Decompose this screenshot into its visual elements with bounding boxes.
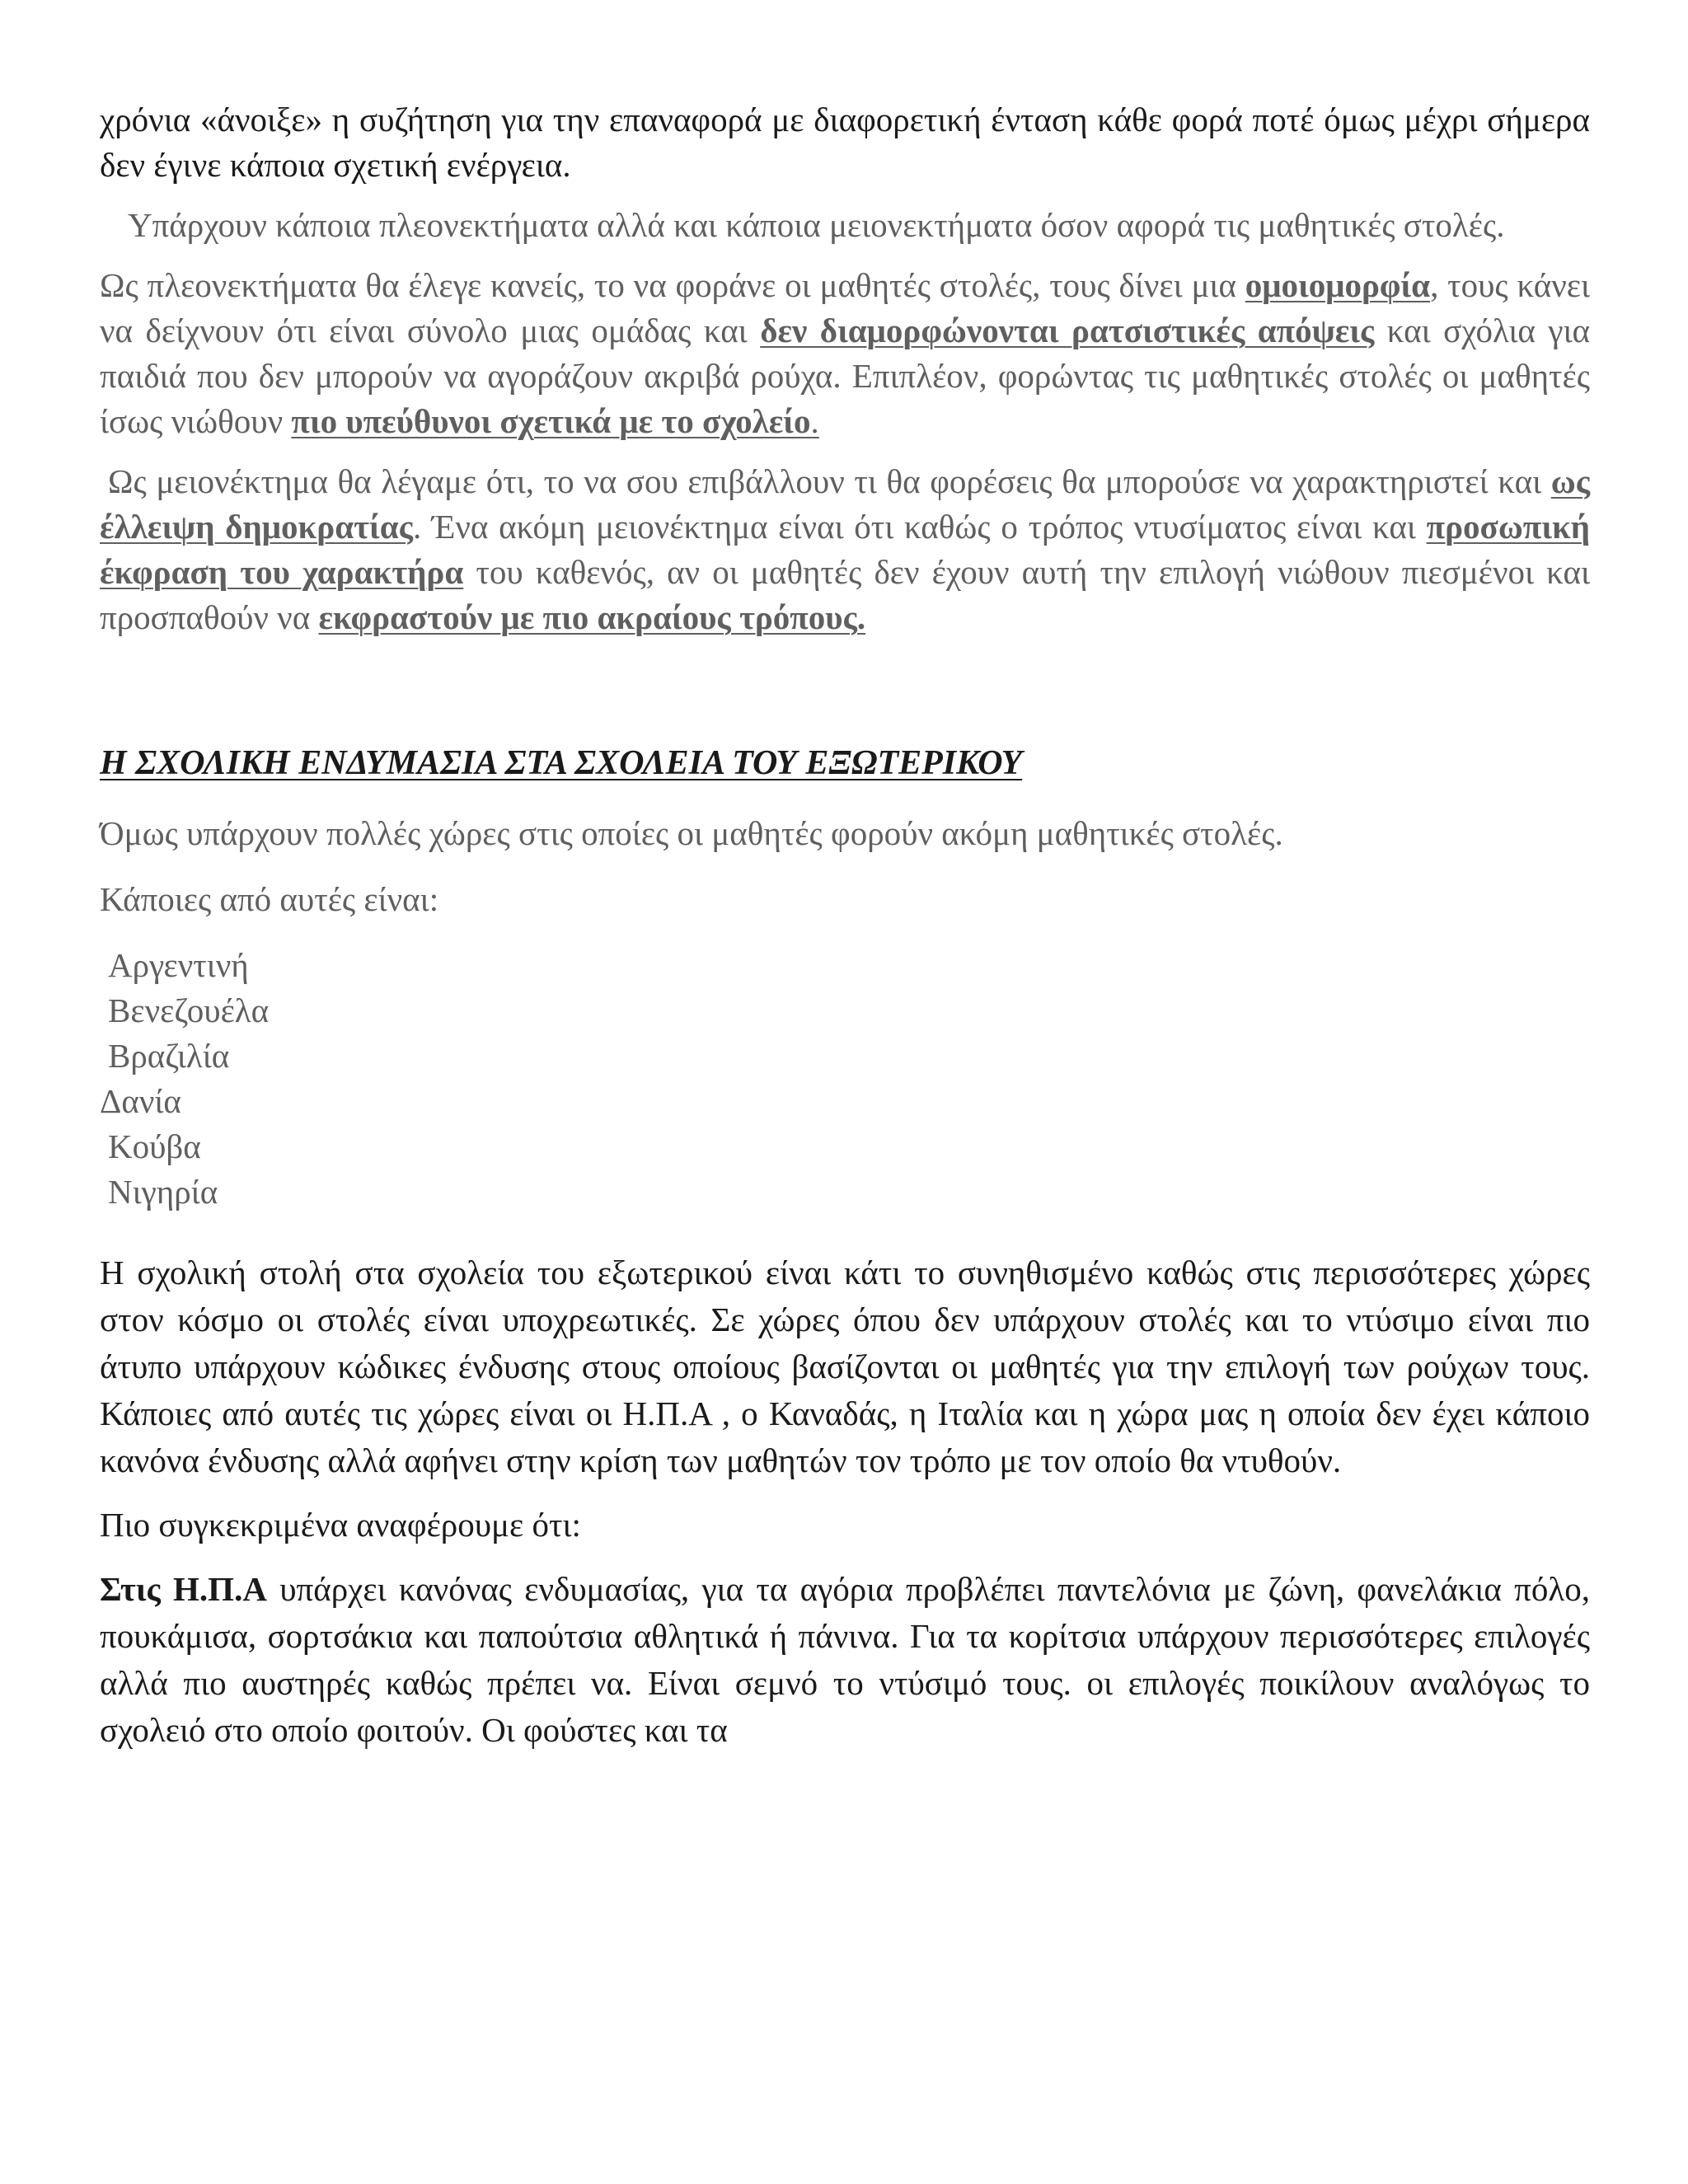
paragraph-disadvantages xyxy=(100,459,1590,640)
list-item: Βραζιλία xyxy=(108,1037,230,1075)
paragraph-specifically: Πιο συγκεκριμένα αναφέρουμε ότι: xyxy=(100,1506,581,1544)
text-span: υπάρχει κανόνας ενδυμασίας, για τα αγόρια προβλέπει παντελόνια με ζώνη, φανελάκια πόλο, πουκάμισα, σορτσάκια και παπούτσια αθλητικά ή πάνινα. Για τα κορίτσια υπάρχουν περισσότερες επιλογές αλλά πιο αυστηρές καθώς πρέπει να. Είναι σεμνό το ντύσιμό τους. οι επιλογές ποικίλουν αναλόγως το σχολειό στο οποίο φοιτούν. Οι φούστες και τα xyxy=(100,1570,1590,1749)
emphasis-lack-democracy: ως έλλειψη δημοκρατίας xyxy=(100,462,1590,546)
list-item: Αργεντινή xyxy=(108,946,249,984)
text-span: . Ένα ακόμη μειονέκτημα είναι ότι καθώς ο τρόπος ντυσίματος είναι και xyxy=(412,508,1427,546)
paragraph-pros-cons-intro: Υπάρχουν κάποια πλεονεκτήματα αλλά και κάποια μειονεκτήματα όσον αφορά τις μαθητικές στολές. xyxy=(128,206,1505,244)
text-span: του καθενός, αν οι μαθητές δεν έχουν αυτή την επιλογή νιώθουν πιεσμένοι και προσπαθούν να xyxy=(100,553,1590,636)
emphasis-personal-expression: προσωπική έκφραση του χαρακτήρα xyxy=(100,508,1591,591)
list-item: Κούβα xyxy=(108,1127,201,1165)
text-span: . xyxy=(810,402,819,440)
emphasis-no-racism: δεν διαμορφώνονται ρατσιστικές απόψεις xyxy=(760,312,1375,349)
list-item: Δανία xyxy=(100,1082,181,1120)
document-body xyxy=(100,97,1590,1754)
paragraph-list-intro: Κάποιες από αυτές είναι: xyxy=(100,880,439,918)
text-span: , τους κάνει να δείχνουν ότι είναι σύνολο μιας ομάδας και xyxy=(100,266,1591,349)
paragraph-abroad-uniforms: Η σχολική στολή στα σχολεία του εξωτερικού είναι κάτι το συνηθισμένο καθώς στις περισσότερες χώρες στον κόσμο οι στολές είναι υποχρεωτικές. Σε χώρες όπου δεν υπάρχουν στολές και το ντύσιμο είναι πιο άτυπο υπάρχουν κώδικες ένδυσης στους οποίους βασίζονται οι μαθητές για την επιλογή των ρούχων τους. Κάποιες από αυτές τις χώρες είναι οι Η.Π.Α , ο Καναδάς, η Ιταλία και η χώρα μας η οποία δεν έχει κάποιο κανόνα ένδυσης αλλά αφήνει στην κρίση των μαθητών τον τρόπο με τον οποίο θα ντυθούν. xyxy=(100,1254,1590,1479)
paragraph-countries-intro: Όμως υπάρχουν πολλές χώρες στις οποίες οι μαθητές φορούν ακόμη μαθητικές στολές. xyxy=(100,814,1283,852)
emphasis-responsibility: πιο υπεύθυνοι σχετικά με το σχολείο xyxy=(291,402,811,440)
text-span: Ως μειονέκτημα θα λέγαμε ότι, το να σου επιβάλλουν τι θα φορέσεις θα μπορούσε να χαρακτηριστεί και xyxy=(108,462,1551,500)
text-span: Ως πλεονεκτήματα θα έλεγε κανείς, το να φοράνε οι μαθητές στολές, τους δίνει μια xyxy=(100,266,1245,304)
paragraph-advantages xyxy=(100,263,1590,444)
paragraph-intro-continuation: χρόνια «άνοιξε» η συζήτηση για την επαναφορά με διαφορετική ένταση κάθε φορά ποτέ όμως μέχρι σήμερα δεν έγινε κάποια σχετική ενέργεια. xyxy=(100,101,1590,184)
text-span: και σχόλια για παιδιά που δεν μπορούν να αγοράζουν ακριβά ρούχα. Επιπλέον, φορώντας τις μαθητικές στολές οι μαθητές ίσως νιώθουν xyxy=(100,312,1590,440)
paragraph-usa xyxy=(100,1566,1590,1754)
list-item: Νιγηρία xyxy=(108,1173,218,1211)
emphasis-extreme-ways: εκφραστούν με πιο ακραίους τρόπους. xyxy=(318,598,866,636)
emphasis-uniformity: ομοιομορφία xyxy=(1245,266,1431,304)
list-item: Βενεζουέλα xyxy=(108,991,270,1029)
section-heading: Η ΣΧΟΛΙΚΗ ΕΝΔΥΜΑΣΙΑ ΣΤΑ ΣΧΟΛΕΙΑ ΤΟΥ ΕΞΩΤΕΡΙΚΟΥ xyxy=(100,744,1023,782)
country-list xyxy=(100,943,1590,1215)
lead-usa: Στις Η.Π.Α xyxy=(100,1570,267,1608)
